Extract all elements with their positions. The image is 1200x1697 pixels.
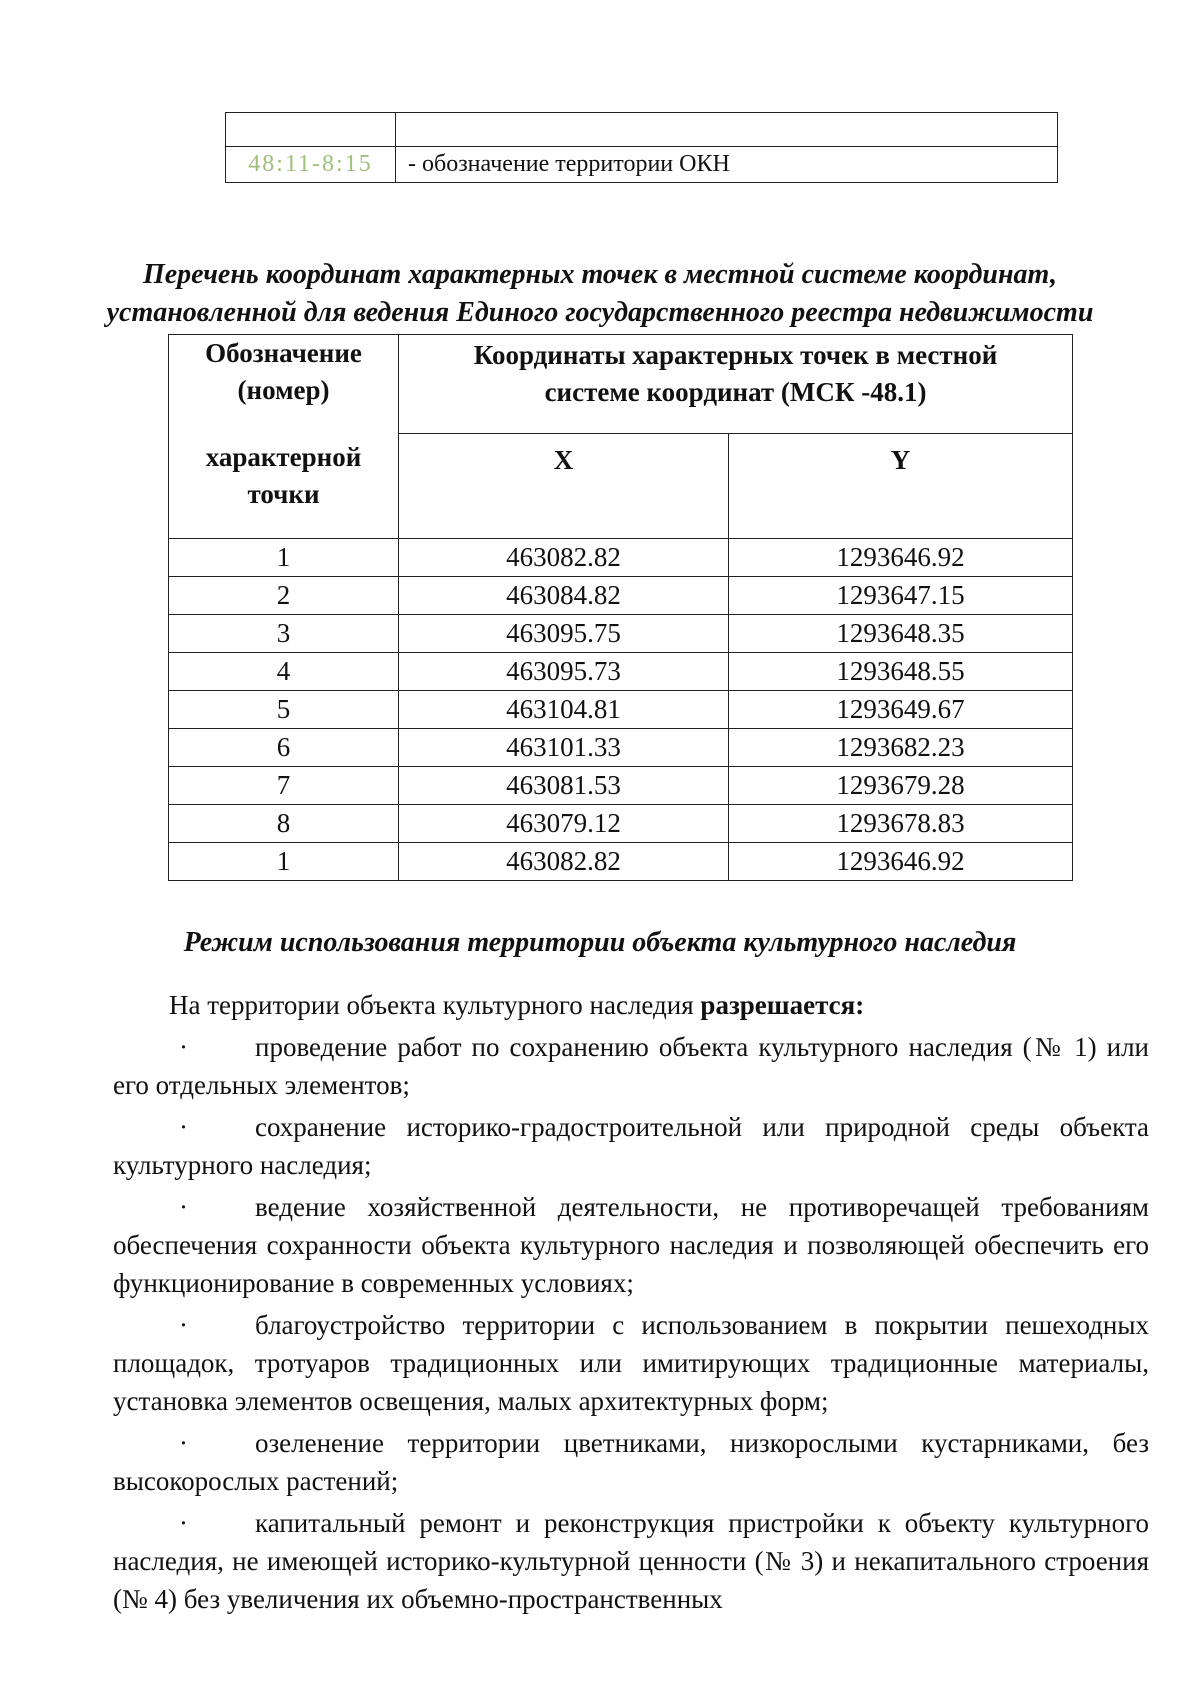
point-number-cell: 4 xyxy=(169,653,399,691)
x-coordinate-cell: 463084.82 xyxy=(399,577,729,615)
point-header-line-3: характерной xyxy=(205,442,362,472)
intro-paragraph xyxy=(113,986,1149,1024)
legend-row-blank xyxy=(226,113,1058,147)
list-item xyxy=(113,1424,1149,1500)
table-row xyxy=(169,767,1073,805)
coordinates-table-body xyxy=(169,539,1073,881)
y-coordinate-cell: 1293647.15 xyxy=(729,577,1073,615)
list-item xyxy=(113,1028,1149,1104)
list-item-text: проведение работ по сохранению объекта культурного наследия (№ 1) или его отдельных элементов; xyxy=(113,1032,1149,1100)
x-coordinate-cell: 463081.53 xyxy=(399,767,729,805)
y-coordinate-cell: 1293646.92 xyxy=(729,539,1073,577)
point-number-cell: 3 xyxy=(169,615,399,653)
okn-territory-code: 48:11-8:15 xyxy=(226,147,396,183)
bullet-marker: · xyxy=(179,1310,188,1340)
coords-heading xyxy=(0,256,1200,332)
bullet-marker: · xyxy=(179,1428,188,1458)
list-item xyxy=(113,1504,1149,1618)
point-number-cell: 5 xyxy=(169,691,399,729)
bullet-marker: · xyxy=(179,1112,188,1142)
bullet-marker: · xyxy=(179,1192,188,1222)
x-coordinate-cell: 463082.82 xyxy=(399,843,729,881)
x-coordinate-cell: 463101.33 xyxy=(399,729,729,767)
y-coordinate-cell: 1293648.35 xyxy=(729,615,1073,653)
coordinates-group-header xyxy=(399,335,1073,434)
y-column-header: Y xyxy=(729,434,1073,539)
point-column-header xyxy=(169,335,399,539)
list-item-text: благоустройство территории с использованием в покрытии пешеходных площадок, тротуаров традиционных или имитирующих традиционные материалы, установка элементов освещения, малых архитектурных форм; xyxy=(113,1310,1149,1416)
x-column-header: X xyxy=(399,434,729,539)
y-coordinate-cell: 1293648.55 xyxy=(729,653,1073,691)
coords-heading-line-2: установленной для ведения Единого государственного реестра недвижимости xyxy=(106,297,1094,328)
x-coordinate-cell: 463095.73 xyxy=(399,653,729,691)
table-row xyxy=(169,843,1073,881)
table-row xyxy=(169,805,1073,843)
y-coordinate-cell: 1293678.83 xyxy=(729,805,1073,843)
table-row xyxy=(169,729,1073,767)
list-item xyxy=(113,1108,1149,1184)
intro-text: На территории объекта культурного наследия xyxy=(169,990,701,1020)
legend-code-cell xyxy=(226,113,396,147)
point-number-cell: 6 xyxy=(169,729,399,767)
y-coordinate-cell: 1293679.28 xyxy=(729,767,1073,805)
table-row xyxy=(169,577,1073,615)
point-header-line-4: точки xyxy=(247,479,320,509)
bullet-marker: · xyxy=(179,1032,188,1062)
coords-heading-line-1: Перечень координат характерных точек в местной системе координат, xyxy=(142,259,1058,290)
list-item-text: сохранение историко-градостроительной или природной среды объекта культурного наследия; xyxy=(113,1112,1149,1180)
y-coordinate-cell: 1293646.92 xyxy=(729,843,1073,881)
y-coordinate-cell: 1293682.23 xyxy=(729,729,1073,767)
point-number-cell: 7 xyxy=(169,767,399,805)
point-header-gap xyxy=(169,409,398,439)
list-item xyxy=(113,1188,1149,1302)
legend-description-cell xyxy=(396,113,1058,147)
x-coordinate-cell: 463082.82 xyxy=(399,539,729,577)
table-row xyxy=(169,539,1073,577)
coordinates-table xyxy=(168,334,1073,881)
coords-header-row-1 xyxy=(169,335,1073,434)
point-number-cell: 1 xyxy=(169,843,399,881)
list-item-text: капитальный ремонт и реконструкция пристройки к объекту культурного наследия, не имеющей историко-культурной ценности (№ 3) и некапитального строения (№ 4) без увеличения их объемно-пространственных xyxy=(113,1508,1149,1614)
table-row xyxy=(169,615,1073,653)
intro-emphasis: разрешается: xyxy=(700,990,865,1020)
table-row xyxy=(169,653,1073,691)
x-coordinate-cell: 463079.12 xyxy=(399,805,729,843)
x-coordinate-cell: 463095.75 xyxy=(399,615,729,653)
bullet-marker: · xyxy=(179,1508,188,1538)
list-item-text: озеленение территории цветниками, низкорослыми кустарниками, без высокорослых растений; xyxy=(113,1428,1149,1496)
x-coordinate-cell: 463104.81 xyxy=(399,691,729,729)
point-header-line-2: (номер) xyxy=(237,375,330,405)
regime-body xyxy=(113,986,1149,1622)
group-header-line-1: Координаты характерных точек в местной xyxy=(473,340,998,370)
table-row xyxy=(169,691,1073,729)
legend-table xyxy=(225,112,1058,183)
okn-territory-description: - обозначение территории ОКН xyxy=(396,147,1058,183)
legend-row-okn xyxy=(226,147,1058,183)
group-header-line-2: системе координат (МСК -48.1) xyxy=(544,377,927,407)
point-number-cell: 2 xyxy=(169,577,399,615)
y-coordinate-cell: 1293649.67 xyxy=(729,691,1073,729)
point-number-cell: 8 xyxy=(169,805,399,843)
list-item-text: ведение хозяйственной деятельности, не противоречащей требованиям обеспечения сохранности объекта культурного наследия и позволяющей обеспечить его функционирование в современных условиях; xyxy=(113,1192,1149,1298)
point-header-line-1: Обозначение xyxy=(205,338,362,368)
list-item xyxy=(113,1306,1149,1420)
regime-heading: Режим использования территории объекта культурного наследия xyxy=(183,927,1017,958)
allowed-activities-list xyxy=(113,1028,1149,1618)
point-number-cell: 1 xyxy=(169,539,399,577)
